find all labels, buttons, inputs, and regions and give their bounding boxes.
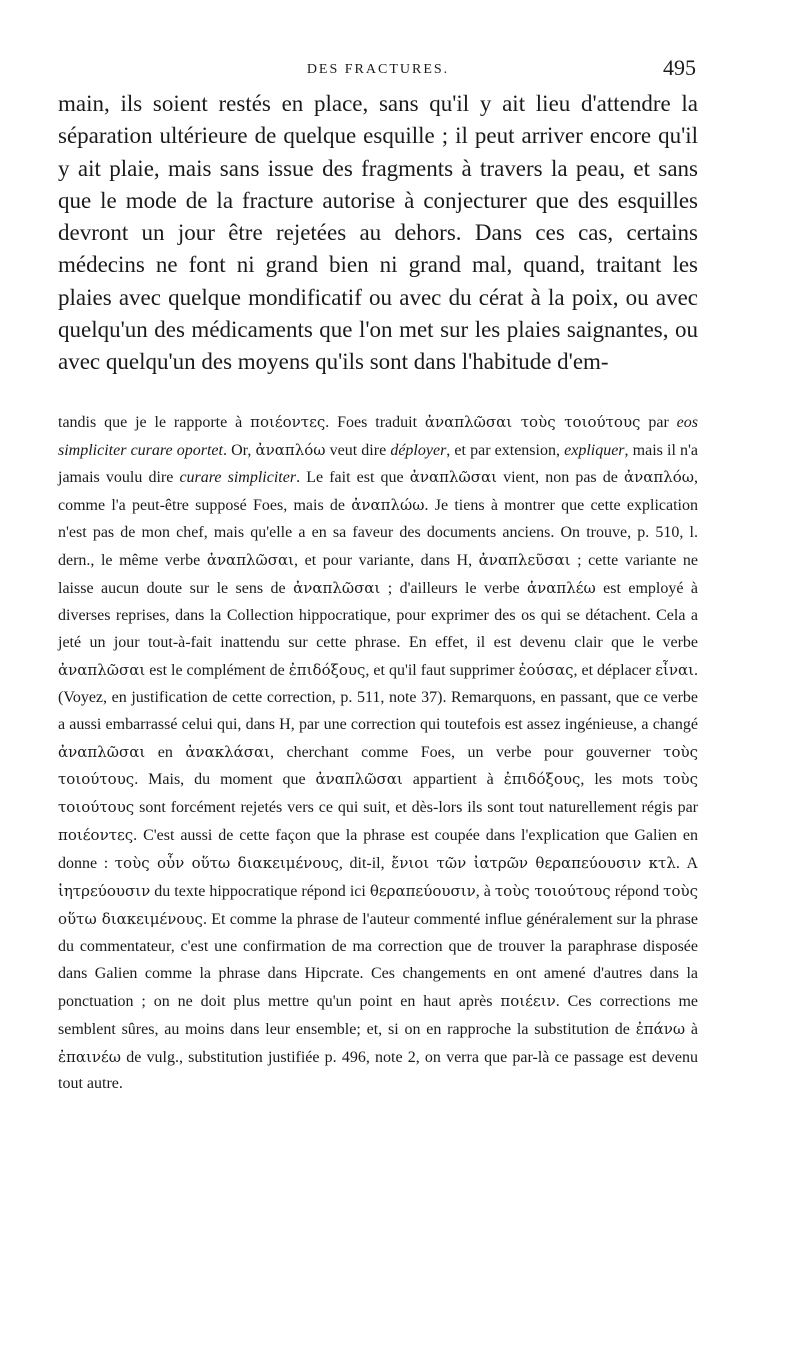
note-text: à <box>685 1020 699 1038</box>
greek-term: ἐπαινέω <box>58 1047 122 1066</box>
greek-term: ἀναπλώω <box>351 496 425 515</box>
note-text: . Foes traduit <box>325 413 425 431</box>
greek-term: ἐούσας <box>518 660 574 679</box>
greek-term: εἶναι <box>655 660 694 679</box>
note-text: du texte hippocratique répond ici <box>150 883 370 901</box>
note-text: , dit-il, <box>338 855 392 873</box>
greek-term: τοὺς τοιούτους <box>58 770 698 817</box>
greek-term: ἀναπλόω <box>624 468 695 487</box>
note-text: . Je tiens à montrer que cette explication n'est pas de mon chef, mais qu'elle a en sa faveur des documents anciens. On trouve, p. 510, l. dern., le même verbe <box>58 497 698 570</box>
note-text: . Or, <box>222 441 256 459</box>
note-text: par <box>640 413 677 431</box>
greek-term: ποιέοντες <box>58 826 134 845</box>
greek-term: θεραπεύουσιν <box>369 882 476 901</box>
greek-term: ἀναπλῶσαι <box>58 660 146 679</box>
footnote <box>58 409 698 1099</box>
note-text: vient, non pas de <box>496 469 624 487</box>
note-text: . C'est aussi de cette façon que la phrase est coupée dans l'explication que Galien en donne : <box>58 827 698 873</box>
greek-term: ἔνιοι τῶν ἰατρῶν θεραπεύουσιν κτλ <box>391 854 676 873</box>
running-title: DES FRACTURES. <box>306 62 450 77</box>
latin-quote: curare simpliciter <box>179 469 297 487</box>
note-text: . Mais, du moment que <box>134 771 316 789</box>
note-text: . A <box>675 855 698 873</box>
greek-term: ἐπάνω <box>635 1019 686 1038</box>
greek-term: τοὺς τοιούτους <box>494 882 611 901</box>
note-text: de vulg., substitution justifiée p. 496, note 2, on verra que par-là ce passage est devenu tout autre. <box>58 1048 698 1093</box>
note-text: sont forcément rejetés vers ce qui suit, et dès-lors ils sont tout naturellement régis par <box>134 799 698 817</box>
main-text: main, ils soient restés en place, sans qu'il y ait lieu d'attendre la séparation ultérieure de quelque esquille ; il peut arriver encore qu'il y ait plaie, mais sans issue des fragments à travers la peau, et sans que le mode de la fracture autorise à conjecturer que des esquilles devront un jour être rejetées au dehors. Dans ces cas, certains médecins ne font ni grand bien ni grand mal, quand, traitant les plaies avec quelque mondificatif ou avec du cérat à la poix, ou avec quelqu'un des médicaments que l'on met sur les plaies saignantes, ou avec quelqu'un des moyens qu'ils sont dans l'habitude d'em- <box>58 91 698 375</box>
greek-term: τοὺς οὕτω διακειμένους <box>58 882 698 928</box>
note-text: répond <box>610 883 664 901</box>
greek-term: ποιέοντες <box>250 412 326 431</box>
latin-quote: eos simpliciter curare oportet <box>58 413 698 459</box>
greek-term: ἀναπλῶσαι <box>409 468 497 487</box>
italic-term: déployer <box>390 441 447 459</box>
note-text: , les mots <box>580 771 664 789</box>
greek-term: ἀναπλῶσαι <box>58 742 146 761</box>
note-text: ; cette variante ne laisse aucun doute sur le sens de <box>58 552 699 598</box>
greek-term: ἐπιδόξους <box>503 770 581 789</box>
greek-term: ποιέειν <box>500 991 556 1010</box>
note-text: appartient à <box>402 771 504 789</box>
greek-term: ἀναπλῶσαι <box>315 770 403 789</box>
greek-term: ἀναπλέω <box>527 579 596 598</box>
greek-term: ἀναπλῶσαι <box>293 579 381 598</box>
greek-term: τοὺς οὖν οὕτω διακειμένους <box>114 854 339 873</box>
note-text: . (Voyez, en justification de cette correction, p. 511, note 37). Remarquons, en passant, que ce verbe a aussi embarrassé celui qui, dans H, par une correction qui toutefois est assez ingénieuse, a changé <box>58 661 698 733</box>
note-text: , et déplacer <box>573 661 656 679</box>
greek-term: ἐπιδόξους <box>288 660 366 679</box>
note-text: est employé à diverses reprises, dans la Collection hippocratique, pour exprimer des os qui se détachent. Cela a jeté un jour tout-à-fait inattendu sur cette phrase. En effet, il est devenu clair que le verbe <box>58 580 699 651</box>
note-text: , et par extension, <box>446 441 565 459</box>
note-text: . Et comme la phrase de l'auteur commenté influe généralement sur la phrase du commentateur, c'est une confirmation de ma correction que de trouver la paraphrase disposée dans Galien comme la phrase dans Hipcrate. Ces changements en ont amené d'autres dans la ponctuation ; on ne doit plus mettre qu'un point en haut après <box>58 910 698 1010</box>
note-text: est le complément de <box>145 661 289 679</box>
greek-term: τοὺς τοιούτους <box>58 742 698 789</box>
note-text: , à <box>475 883 495 901</box>
note-text: . Le fait est que <box>296 469 410 487</box>
note-text: , et qu'il faut supprimer <box>365 661 519 679</box>
page-number: 495 <box>663 55 696 80</box>
note-text: tandis que je le rapporte à <box>58 413 251 431</box>
note-text: ; d'ailleurs le verbe <box>380 580 527 598</box>
note-text: veut dire <box>325 441 391 459</box>
note-text: , et pour variante, dans H, <box>294 552 479 570</box>
running-head <box>58 52 698 88</box>
greek-term: ἀναπλεῦσαι <box>478 551 571 570</box>
note-text: en <box>145 743 186 761</box>
note-text: , cherchant comme Foes, un verbe pour gouverner <box>269 743 664 761</box>
greek-term: ἀναπλόω <box>255 440 326 459</box>
greek-term: ἀναπλῶσαι <box>206 551 295 570</box>
note-text: . Ces corrections me semblent sûres, au moins dans leur ensemble; et, si on en rapproche la substitution de <box>58 992 698 1038</box>
greek-term: ἀνακλάσαι <box>185 742 270 761</box>
note-text: , mais il n'a jamais voulu dire <box>58 441 699 487</box>
greek-term: ἰητρεύουσιν <box>58 882 151 901</box>
page <box>58 52 698 1098</box>
note-text: , comme l'a peut-être supposé Foes, mais de <box>58 469 699 515</box>
footnote-paragraph <box>58 409 698 1099</box>
italic-term: expliquer <box>564 441 625 459</box>
greek-term: ἀναπλῶσαι τοὺς τοιούτους <box>424 412 641 431</box>
